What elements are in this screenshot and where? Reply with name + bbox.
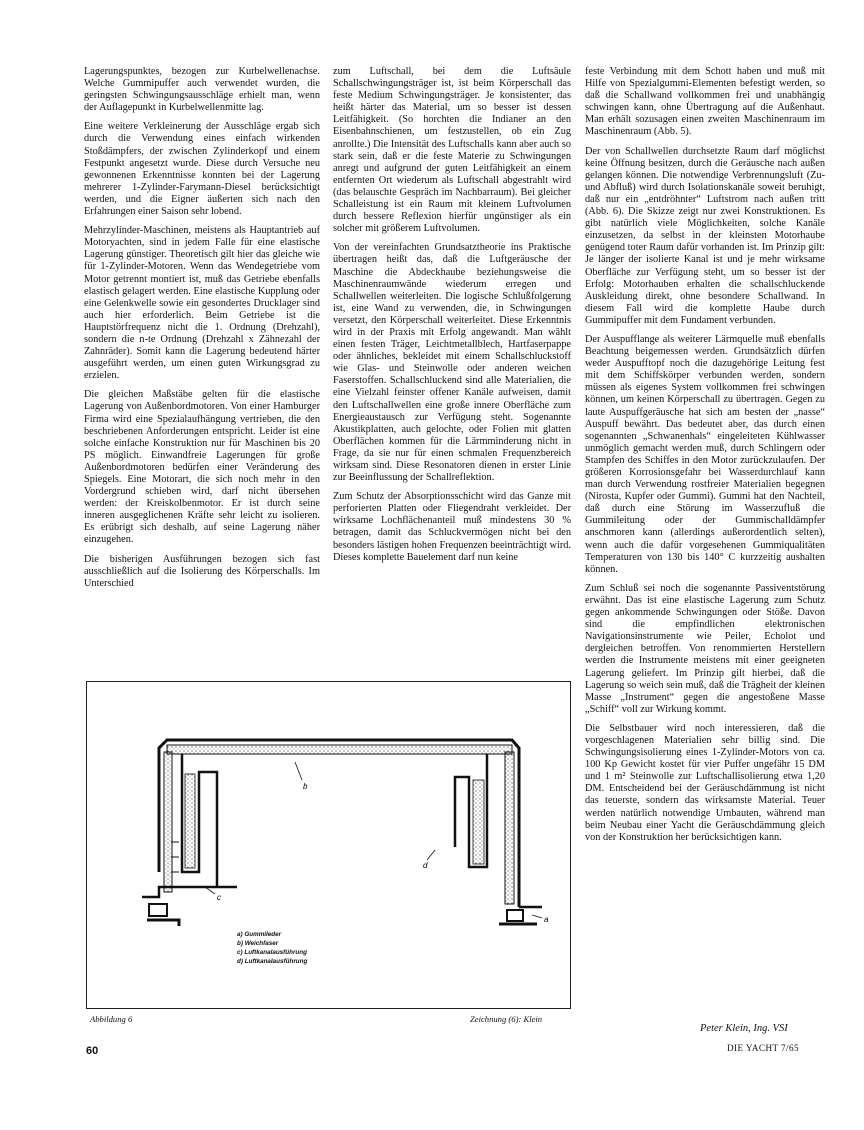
figure-legend bbox=[237, 930, 307, 966]
paragraph: feste Verbindung mit dem Schott haben und muß mit Hilfe von Spezialgummi-Elementen befestigt werden, so daß die Schallwand vollkommen frei und unabhängig schwingen kann, ohne Übertragung auf die Außenhaut. Man erhält sozusagen einen zweiten Maschinenraum im Maschinenraum (Abb. 5). bbox=[585, 66, 825, 138]
paragraph: Der von Schallwellen durchsetzte Raum darf möglichst keine Öffnung besitzen, durch die Geräusche nach außen gelangen können. Die notwendige Verbrennungsluft (Zu- und Abfluß) wird durch Isolationskanäle soweit beruhigt, daß nur ein „entdröhnter“ Luftstrom nach außen tritt (Abb. 6). Die Skizze zeigt nur zwei Konstruktionen. Es gibt natürlich viele Möglichkeiten, solche Kanäle einzusetzen, da selbst in der kleinsten Motorhaube genügend toter Raum dafür vorhanden ist. Im Prinzip gilt: Je länger der isolierte Kanal ist und je mehr wirksame Oberfläche zur Verfügung steht, um so besser ist der Erfolg: Motorhauben erhalten die schallschluckende Auskleidung direkt, ohne besondere Schallwand. In diesem Fall wird die komplette Haube durch Gummipuffer mit dem Fundament verbunden. bbox=[585, 145, 825, 326]
text-column-2 bbox=[333, 66, 571, 571]
callout-line-d bbox=[427, 850, 435, 860]
channel-lining-left bbox=[185, 774, 195, 868]
figure-caption: Abbildung 6 bbox=[90, 1014, 133, 1024]
channel-lining-right bbox=[473, 780, 484, 864]
rubber-mount-right bbox=[507, 910, 523, 921]
paragraph: Von der vereinfachten Grundsatztheorie ins Praktische übertragen heißt das, daß die Luftgeräusche der Maschine die Abdeckhaube beziehungsweise die Maschinenraumwände wiederum erregen und Schallwellen weiterleiten. Die logische Schlußfolgerung ist, eine Wand zu verwenden, die, in Schwingungen versetzt, den Körperschall weiterleitet. Diese Erkenntnis wird in der Praxis mit Erfolg angewandt. Man wählt einen festen Träger, Leichtmetallblech, Hartfaserpappe oder ähnliches, bekleidet mit einem Schallschluckstoff wie Glas- und Steinwolle oder anderen weichen Faserstoffen. Schallschluckend sind alle Materialien, die eine Vielzahl feinster offener Kanäle aufweisen, damit den Luftschallwellen eine große innere Oberfläche zum Energieaustausch zur Verfügung steht. Sogenannte Akustikplatten, auch gelochte, oder Folien mit glatten Oberflächen kommen für die Lärmminderung nicht in Frage, da sie nur für einen schmalen Frequenzbereich wirksam sind. Diese Resonatoren dienen in erster Linie zur Beeinflussung der Schallreflektion. bbox=[333, 242, 571, 484]
hood-outline bbox=[159, 740, 519, 907]
paragraph: Zum Schutz der Absorptionsschicht wird das Ganze mit perforierten Platten oder Fliegendraht verkleidet. Der wirksame Lochflächenanteil muß mindestens 30 % betragen, damit das Schluckvermögen nicht bei den besonders lästigen hohen Frequenzen beeinträchtigt wird. Dieses komplette Bauelement darf nun keine bbox=[333, 491, 571, 563]
insulation-top bbox=[167, 745, 512, 754]
paragraph: zum Luftschall, bei dem die Luftsäule Schallschwingungsträger ist, ist beim Körperschall das feste Medium Schwingungsträger. Je konsistenter, das heißt härter das Material, um so besser ist dessen Leitfähigkeit. (So horchten die Indianer an den Eisenbahnschienen, um festzustellen, ob ein Zug anrollte.) Die Intensität des Luftschalls kann aber auch so stark sein, daß er die feste Materie zu Schwingungen anregt und aufgrund der guten Leitfähigkeit an einem entfernten Ort wiederum als Luftschall abgestrahlt wird (das belauschte Gespräch im Nachbarraum). Bei gleicher Schalleistung ist ein Raum mit kleinem Luftvolumen durch bessere Reflexion hierfür ungünstiger als ein solcher mit größerem Luftvolumen. bbox=[333, 66, 571, 235]
base-left bbox=[142, 887, 237, 897]
paragraph: Der Auspufflange als weiterer Lärmquelle muß ebenfalls Beachtung beigemessen werden. Grundsätzlich dürfen weder Auspufftopf noch die dazugehörige Leitung fest mit dem Schiffskörper verbunden werden, sondern müssen als eigenes System vollkommen frei schwingen können, um keinen Körperschall zu übertragen. Gegen zu laute Auspuffgeräusche hat sich am besten der „nasse“ Auspuff bewährt. Das bedeutet aber, das durch einen sogenannten „Schwanenhals“ eingeleiteten Kühlwasser unmöglich gemacht werden muß, durch Schlingern oder Stampfen des Schiffes in den Motor zurückzulaufen. Der größeren Korrosionsgefahr bei Wasserdurchlauf kann man durch Verwendung rostfreier Materialien begegnen (Nirosta, Kupfer oder Gummi). Gummi hat den Nachteil, daß durch eine Störung im Wasserzufluß die Gummileitung oder der Gummischalldämpfer anschmoren kann (allerdings außerordentlich selten), wenn auch die dafür vorgesehenen Gummiqualitäten Temperaturen von 130 bis 140° C kurzzeitig aushalten können. bbox=[585, 333, 825, 575]
insulation-left bbox=[164, 752, 172, 892]
callout-d: d bbox=[423, 861, 428, 870]
figure-engine-hood-diagram bbox=[86, 681, 571, 1009]
legend-item: d) Luftkanalausführung bbox=[237, 958, 308, 965]
paragraph: Die gleichen Maßstäbe gelten für die elastische Lagerung von Außenbordmotoren. Von einer Hamburger Firma wird eine Spezialaufhängung vertrieben, die den beschriebenen Anforderungen entspricht. Leider ist eine solche einfache Konstruktion nur für Maschinen bis 20 PS möglich. Einwandfreie Lagerungen für große Außenbordmotoren bedürfen einer Veränderung des Spiegels. Eine Motorart, die sich noch mehr in den Vordergrund schieben wird, darf nicht übersehen werden: der Kreiskolbenmotor. Er ist durch seine inneren ausgeglichenen Kräfte sehr leicht zu isolieren. Es erübrigt sich deshalb, auf seine Lagerung näher einzugehen. bbox=[84, 389, 320, 546]
legend-item: b) Weichfaser bbox=[237, 940, 279, 947]
author-signature: Peter Klein, Ing. VSI bbox=[700, 1023, 788, 1034]
legend-item: a) Gummileder bbox=[237, 931, 282, 938]
foundation-left bbox=[147, 920, 179, 926]
paragraph: Die Selbstbauer wird noch interessieren, daß die vorgeschlagenen Materialien sehr billig sind. Die Schwingungsisolierung eines 1-Zylinder-Motors von ca. 100 Kp Gewicht kostet für vier Puffer ungefähr 15 DM und 1 m² Steinwolle zur Luftschallisolierung etwa 1,20 DM. Entscheidend bei der Geräuschdämmung ist nicht das teuerste, sondern das wirksamste Material. Teuer werden natürlich notwendige Umbauten, während man beim Neubau einer Yacht die Geräuschdämmung gleich von der Konstruktion her berücksichtigen kann. bbox=[585, 722, 825, 843]
callout-b: b bbox=[303, 782, 308, 791]
drawing-credit: Zeichnung (6): Klein bbox=[470, 1014, 543, 1024]
callout-line-a bbox=[532, 915, 542, 918]
engine-hood-drawing bbox=[87, 682, 572, 1010]
paragraph: Eine weitere Verkleinerung der Ausschläge ergab sich durch die Verwendung eines einfach wirkenden Stoßdämpfers, der zwischen Zylinderkopf und einem Festpunkt angesetzt wurde. Diese durch Versuche neu gewonnenen Erkenntnisse konnten bei der Lagerung mehrerer 1-Zylinder-Farymann-Diesel berücksichtigt werden, und die Eigner äußerten sich nach den Erfahrungen einer Saison sehr lobend. bbox=[84, 121, 320, 218]
rubber-mount-left bbox=[149, 904, 167, 916]
text-column-1 bbox=[84, 66, 320, 597]
text-column-3 bbox=[585, 66, 825, 851]
paragraph: Die bisherigen Ausführungen bezogen sich fast ausschließlich auf die Isolierung des Körperschalls. Im Unterschied bbox=[84, 553, 320, 589]
callout-c: c bbox=[217, 893, 221, 902]
callout-a: a bbox=[544, 915, 549, 924]
insulation-right bbox=[505, 752, 514, 904]
paragraph: Mehrzylinder-Maschinen, meistens als Hauptantrieb auf Motoryachten, sind in jedem Falle für eine elastische Lagerung günstiger. Theoretisch gilt hier das gleiche wie für 1-Zylinder-Motoren. Wenn das Wendegetriebe vom Motor getrennt montiert ist, muß das Getriebe ebenfalls elastisch gelagert werden. Eine elastische Kupplung oder eine Gelenkwelle sowie ein gesondertes Drucklager sind auch hier erforderlich. Beim Getriebe ist die Hauptstörfrequenz nicht die 1. Ordnung (Drehzahl), sondern die n-te Ordnung (Drehzahl x Zähnezahl der Zahnräder). Somit kann die Lagerung bedeutend härter ausgeführt werden, um einen guten Wirkungsgrad zu erzielen. bbox=[84, 225, 320, 382]
page-number: 60 bbox=[86, 1045, 99, 1057]
paragraph: Zum Schluß sei noch die sogenannte Passiventstörung erwähnt. Das ist eine elastische Lagerung zum Schutz gegen ankommende Schwingungen oder Stöße. Davon sind die empfindlichen elektronischen Navigationsinstrumente wie Peiler, Echolot und dergleichen betroffen. Von renommierten Herstellern werden die Instrumente meistens mit einer geeigneten Lagerung geliefert. Im Prinzip gilt hierbei, daß die Lagerung so weich sein muß, daß die Trägheit der kleinen Masse „Instrument“ gegen die angestoßene Masse „Schiff“ voll zur Wirkung kommt. bbox=[585, 582, 825, 715]
callout-line-b bbox=[295, 762, 302, 780]
journal-issue: DIE YACHT 7/65 bbox=[727, 1043, 799, 1053]
paragraph: Lagerungspunktes, bezogen zur Kurbelwellenachse. Welche Gummipuffer auch verwendet wurden, die geringsten Schwingungsausschläge erhielt man, wenn der Auflagepunkt in Kurbelwellenmitte lag. bbox=[84, 66, 320, 114]
legend-item: c) Luftkanalausführung bbox=[237, 949, 307, 956]
